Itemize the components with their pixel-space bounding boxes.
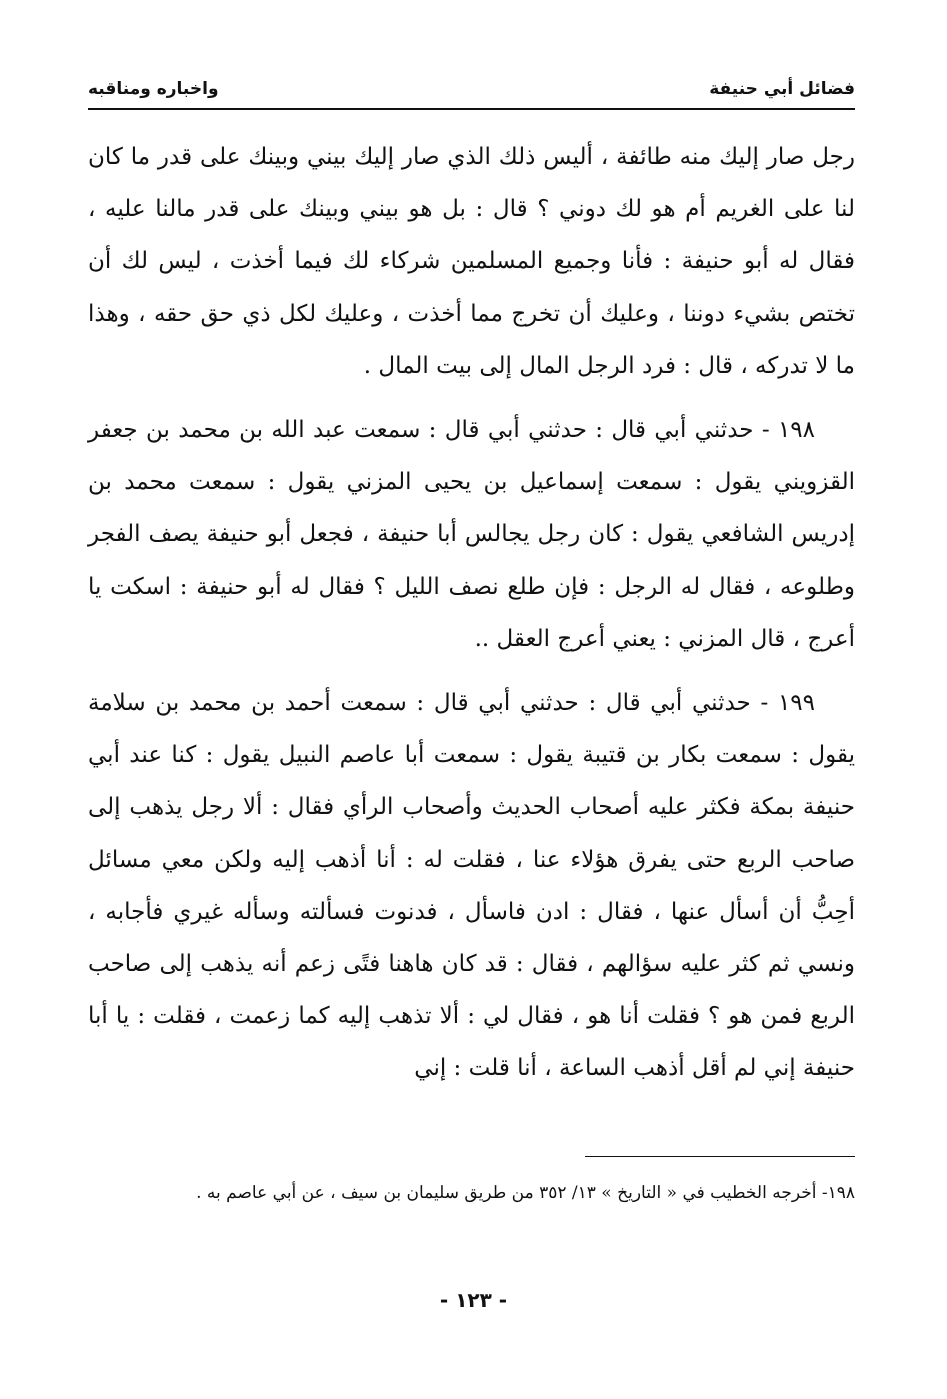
running-header-section-title: واخباره ومناقبه bbox=[88, 79, 219, 99]
paragraph-198: ١٩٨ - حدثني أبي قال : حدثني أبي قال : سمعت عبد الله بن محمد بن جعفر القزويني يقول : سمعت إسماعيل بن يحيى المزني يقول : سمعت محمد بن إدريس الشافعي يقول : كان رجل يجالس أبا حنيفة ، فجعل أبو حنيفة يصف الفجر وطلوعه ، فقال له الرجل : فإن طلع نصف الليل ؟ فقال له أبو حنيفة : اسكت يا أعرج ، قال المزني : يعني أعرج العقل .. bbox=[88, 417, 855, 652]
running-header bbox=[88, 74, 855, 104]
main-text bbox=[88, 131, 855, 1095]
footnote bbox=[88, 1174, 855, 1212]
footnote-rule bbox=[585, 1156, 855, 1157]
header-rule bbox=[88, 108, 855, 110]
running-header-book-title: فضائل أبي حنيفة bbox=[709, 79, 855, 99]
page-number: - ١٢٣ - bbox=[439, 1288, 508, 1312]
paragraph-199: ١٩٩ - حدثني أبي قال : حدثني أبي قال : سمعت أحمد بن محمد بن سلامة يقول : سمعت بكار بن قتيبة يقول : سمعت أبا عاصم النبيل يقول : كنا عند أبي حنيفة بمكة فكثر عليه أصحاب الحديث وأصحاب الرأي فقال : ألا رجل يذهب إلى صاحب الربع حتى يفرق هؤلاء عنا ، فقلت له : أنا أذهب إليه ولكن معي مسائل أحِبُّ أن أسأل عنها ، فقال : ادن فاسأل ، فدنوت فسألته وسأله غيري فأجابه ، ونسي ثم كثر عليه سؤالهم ، فقال : قد كان هاهنا فتًى زعم أنه يذهب إلى صاحب الربع فمن هو ؟ فقلت أنا هو ، فقال لي : ألا تذهب إليه كما زعمت ، فقلت : يا أبا حنيفة إني لم أقل أذهب الساعة ، أنا قلت : إني bbox=[88, 690, 855, 1082]
paragraph-continuation: رجل صار إليك منه طائفة ، أليس ذلك الذي صار إليك بيني وبينك على قدر ما كان لنا على الغريم أم هو لك دوني ؟ قال : بل هو بيني وبينك على قدر مالنا عليه ، فقال له أبو حنيفة : فأنا وجميع المسلمين شركاء لك فيما أخذت ، ليس لك أن تختص بشيء دوننا ، وعليك أن تخرج مما أخذت ، وعليك لكل ذي حق حقه ، وهذا ما لا تدركه ، قال : فرد الرجل المال إلى بيت المال . bbox=[88, 144, 855, 379]
footnote-198: ١٩٨- أخرجه الخطيب في « التاريخ » ١٣/ ٣٥٢ من طريق سليمان بن سيف ، عن أبي عاصم به . bbox=[196, 1183, 855, 1203]
